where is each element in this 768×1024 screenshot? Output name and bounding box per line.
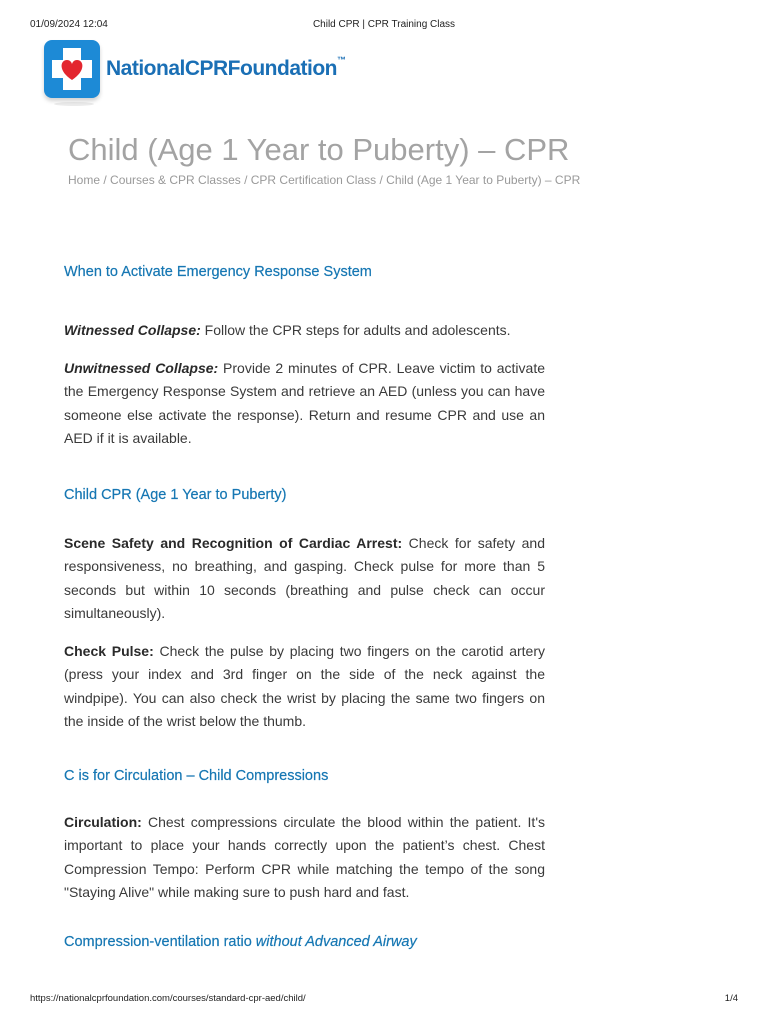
breadcrumb-certification-class[interactable]: CPR Certification Class xyxy=(250,173,377,187)
breadcrumb-current: Child (Age 1 Year to Puberty) – CPR xyxy=(386,173,581,187)
paragraph-witnessed-collapse: Witnessed Collapse: Follow the CPR steps for adults and adolescents. xyxy=(64,322,511,338)
print-date: 01/09/2024 12:04 xyxy=(30,19,108,30)
print-doc-title: Child CPR | CPR Training Class xyxy=(312,19,456,30)
print-footer xyxy=(30,993,738,1007)
breadcrumb-separator: / xyxy=(100,173,111,187)
paragraph-circulation: Circulation: Chest compressions circulate the blood within the patient. It's important to place your hands correctly upon the patient’s chest. Chest Compression Tempo: Perform CPR while matching the tempo of the song "Staying Alive" while making sure to push hard and fast. xyxy=(64,813,545,900)
article-content xyxy=(64,264,545,950)
logo-shadow xyxy=(54,102,94,106)
paragraph-unwitnessed-collapse: Unwitnessed Collapse: Provide 2 minutes of CPR. Leave victim to activate the Emergency Response System and retrieve an AED (unless you can have someone else activate the response). Return and resume CPR and use an AED if it is available. xyxy=(64,359,546,446)
breadcrumb-separator: / xyxy=(240,173,251,187)
page-number: 1/4 xyxy=(724,993,738,1004)
paragraph-scene-safety: Scene Safety and Recognition of Cardiac Arrest: Check for safety and responsiveness, no breathing, and gasping. Check pulse for more than 5 seconds but within 10 seconds (breathing and pulse check can occur simultaneously). xyxy=(64,534,545,621)
heading-compression-ventilation-ratio: Compression-ventilation ratio without Advanced Airway xyxy=(64,933,417,950)
logo-wordmark: NationalCPRFoundation™ xyxy=(106,55,346,80)
print-url: https://nationalcprfoundation.com/courses/standard-cpr-aed/child/ xyxy=(30,993,306,1004)
subheading-without-airway: without Advanced Airway xyxy=(251,933,417,950)
heading-circulation: C is for Circulation – Child Compressions xyxy=(64,767,329,784)
site-logo[interactable] xyxy=(44,40,374,106)
breadcrumb-separator: / xyxy=(376,173,387,187)
print-header xyxy=(30,19,738,33)
breadcrumb xyxy=(68,173,580,187)
heart-cross-icon xyxy=(44,40,100,98)
paragraph-check-pulse: Check Pulse: Check the pulse by placing two fingers on the carotid artery (press your index and 3rd finger on the side of the neck against the windpipe). You can also check the wrist by placing the same two fingers on the inside of the wrist below the thumb. xyxy=(64,642,545,729)
page-title: Child (Age 1 Year to Puberty) – CPR xyxy=(68,132,570,167)
heading-child-cpr: Child CPR (Age 1 Year to Puberty) xyxy=(64,486,287,503)
breadcrumb-courses[interactable]: Courses & CPR Classes xyxy=(110,173,241,187)
heading-emergency-response: When to Activate Emergency Response System xyxy=(64,264,372,280)
breadcrumb-home[interactable]: Home xyxy=(68,173,101,187)
